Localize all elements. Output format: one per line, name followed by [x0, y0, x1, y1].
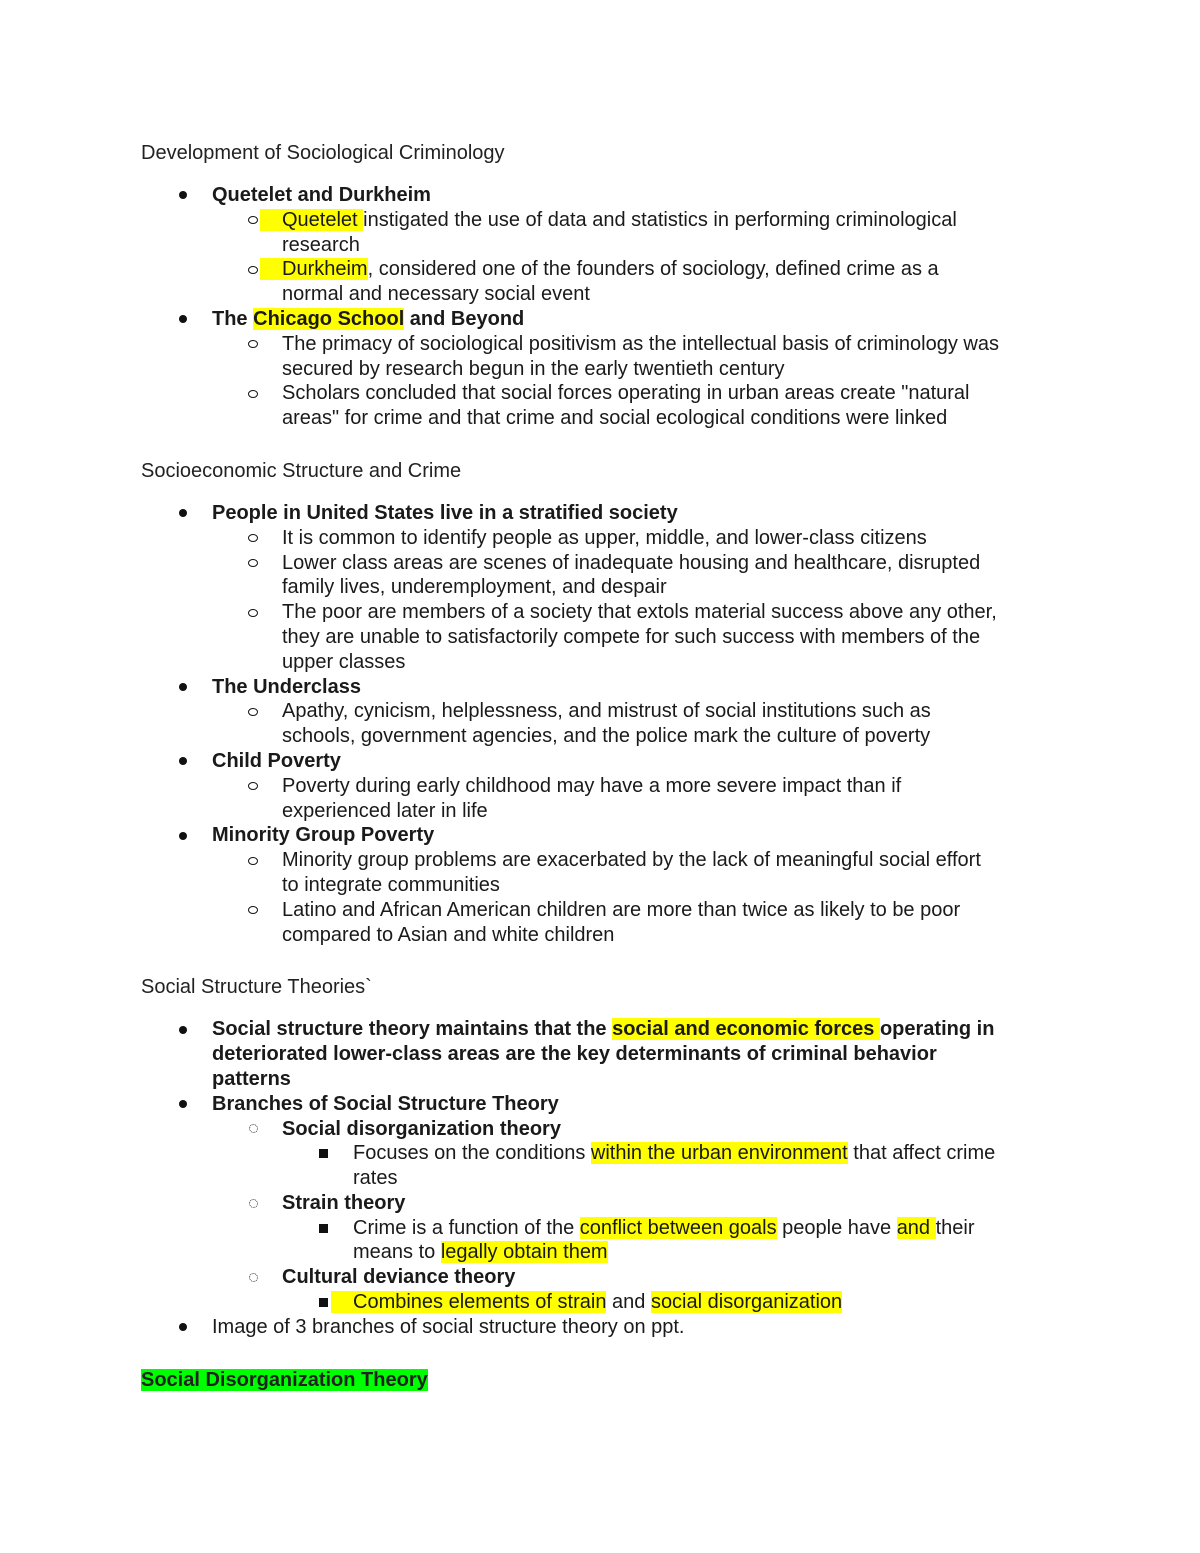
square-bullet-icon [316, 1216, 330, 1241]
list-item-level-2 [141, 208, 1081, 258]
list-item-level-2 [141, 381, 1081, 431]
text-segment: Socioeconomic Structure and Crime [141, 459, 462, 482]
bullet-icon [176, 1092, 190, 1117]
text-line [212, 749, 1081, 774]
bullet-icon [176, 183, 190, 208]
text-segment: The Underclass [212, 675, 361, 698]
dotted-circle-bullet-icon [246, 1265, 260, 1290]
circle-bullet-icon [246, 600, 260, 625]
text-line [282, 357, 1081, 382]
text-line [282, 1265, 1081, 1290]
text-segment: Scholars concluded that social forces operating in urban areas create "natural [282, 382, 970, 405]
text-segment: Social disorganization theory [282, 1117, 561, 1140]
text-segment: The [212, 307, 254, 330]
list-item-level-3 [141, 1290, 1081, 1315]
list-item-level-1 [141, 823, 1081, 848]
text-segment: deteriorated lower-class areas are the key determinants of criminal behavior [212, 1043, 937, 1066]
section [141, 458, 1081, 947]
circle-bullet-icon [246, 257, 260, 282]
text-line [282, 257, 1081, 282]
highlighted-text: Quetelet [260, 209, 363, 231]
text-line [282, 233, 1081, 258]
bullet-icon [176, 1315, 190, 1340]
text-line [282, 650, 1081, 675]
list-item-level-2 [141, 600, 1081, 674]
text-segment: means to [353, 1241, 441, 1264]
list-item-level-2 [141, 898, 1081, 948]
text-segment: Latino and African American children are more than twice as likely to be poor [282, 898, 961, 921]
section [141, 974, 1081, 1339]
circle-bullet-icon [246, 699, 260, 724]
text-line [282, 848, 1081, 873]
highlighted-text: Durkheim [260, 258, 368, 280]
text-segment: Child Poverty [212, 749, 341, 772]
list-item-level-2 [141, 774, 1081, 824]
text-line [282, 526, 1081, 551]
text-segment: they are unable to satisfactorily compete for such success with members of the [282, 625, 981, 648]
list-item-level-1 [141, 749, 1081, 774]
highlighted-text: within the urban environment [590, 1142, 848, 1165]
list-item-level-2 [141, 551, 1081, 601]
highlighted-text: conflict between goals [579, 1216, 777, 1239]
text-line [282, 208, 1081, 233]
highlighted-text: social disorganization [650, 1291, 843, 1314]
text-line [282, 699, 1081, 724]
list-item-level-3 [141, 1141, 1081, 1191]
text-segment: Cultural deviance theory [282, 1266, 516, 1289]
text-segment: and [606, 1291, 651, 1314]
bullet-icon [176, 501, 190, 526]
list-item-level-2 [141, 699, 1081, 749]
list-item-level-1 [141, 675, 1081, 700]
bullet-icon [176, 1017, 190, 1042]
text-line [282, 575, 1081, 600]
text-line [282, 381, 1081, 406]
circle-bullet-icon [246, 774, 260, 799]
list-item-level-2 [141, 526, 1081, 551]
circle-bullet-icon [246, 381, 260, 406]
text-segment: people have [776, 1216, 897, 1239]
text-line [282, 600, 1081, 625]
highlighted-text: Chicago School [253, 307, 405, 330]
text-segment: Social Structure Theories` [141, 976, 372, 999]
circle-bullet-icon [246, 848, 260, 873]
text-segment: research [282, 233, 360, 256]
text-line [212, 1042, 1081, 1067]
text-segment: Crime is a function of the [353, 1216, 580, 1239]
text-segment: operating in [879, 1018, 995, 1041]
text-segment: rates [353, 1167, 398, 1190]
text-segment: instigated the use of data and statistics in performing criminological [363, 208, 957, 231]
text-line [353, 1166, 1081, 1191]
section-heading [141, 458, 1081, 484]
square-bullet-icon [316, 1290, 330, 1315]
text-segment: , considered one of the founders of sociology, defined crime as a [367, 258, 939, 281]
text-line [282, 1117, 1081, 1142]
section [141, 1367, 1081, 1393]
list-item-level-2 [141, 257, 1081, 307]
section-heading [141, 974, 1081, 1000]
list-item-level-1 [141, 1315, 1081, 1340]
text-line [282, 1191, 1081, 1216]
list-item-level-2 [141, 332, 1081, 382]
square-bullet-icon [316, 1141, 330, 1166]
text-line [212, 1092, 1081, 1117]
text-line [282, 873, 1081, 898]
text-segment: compared to Asian and white children [282, 923, 615, 946]
list-item-level-1 [141, 1017, 1081, 1091]
text-segment: Social structure theory maintains that the [212, 1018, 613, 1041]
text-segment: It is common to identify people as upper, middle, and lower-class citizens [282, 526, 927, 549]
text-segment: Branches of Social Structure Theory [212, 1092, 559, 1115]
bullet-icon [176, 749, 190, 774]
section-heading [141, 140, 1081, 166]
highlighted-text: Combines elements of strain [331, 1291, 606, 1313]
text-segment: Lower class areas are scenes of inadequate housing and healthcare, disrupted [282, 551, 981, 574]
circle-bullet-icon [246, 332, 260, 357]
list-item-level-2 [141, 1191, 1081, 1216]
list-item-level-1 [141, 183, 1081, 208]
text-segment: People in United States live in a stratified society [212, 501, 678, 524]
text-line [353, 1290, 1081, 1315]
text-line [353, 1240, 1081, 1265]
text-segment: schools, government agencies, and the police mark the culture of poverty [282, 725, 931, 748]
text-line [353, 1216, 1081, 1241]
circle-bullet-icon [246, 551, 260, 576]
text-line [282, 799, 1081, 824]
text-segment: Quetelet and Durkheim [212, 184, 431, 206]
text-line [212, 675, 1081, 700]
text-segment: Strain theory [282, 1191, 406, 1214]
text-segment: to integrate communities [282, 873, 500, 896]
dotted-circle-bullet-icon [246, 1117, 260, 1142]
text-line [212, 183, 1081, 208]
text-segment: patterns [212, 1067, 291, 1090]
text-segment: and Beyond [404, 307, 525, 330]
list-item-level-2 [141, 1265, 1081, 1290]
text-segment: areas" for crime and that crime and social ecological conditions were linked [282, 407, 948, 430]
bullet-icon [176, 823, 190, 848]
list-item-level-1 [141, 307, 1081, 332]
highlighted-text: and [896, 1216, 936, 1239]
bullet-icon [176, 307, 190, 332]
section [141, 140, 1081, 431]
highlighted-text: legally obtain them [440, 1241, 608, 1264]
text-line [212, 1017, 1081, 1042]
highlighted-text-green: Social Disorganization Theory [141, 1368, 428, 1391]
text-segment: secured by research begun in the early twentieth century [282, 357, 785, 380]
text-segment: Development of Sociological Criminology [141, 142, 505, 164]
text-segment: The primacy of sociological positivism as the intellectual basis of criminology was [282, 332, 999, 355]
circle-bullet-icon [246, 898, 260, 923]
text-line [212, 307, 1081, 332]
text-line [282, 282, 1081, 307]
text-segment: Poverty during early childhood may have a more severe impact than if [282, 774, 902, 797]
text-segment: that affect crime [847, 1142, 996, 1165]
text-segment: Focuses on the conditions [353, 1142, 591, 1165]
text-line [282, 898, 1081, 923]
list-item-level-1 [141, 1092, 1081, 1117]
text-line [212, 1067, 1081, 1092]
dotted-circle-bullet-icon [246, 1191, 260, 1216]
text-line [282, 625, 1081, 650]
text-segment: Minority group problems are exacerbated by the lack of meaningful social effort [282, 849, 981, 872]
text-line [212, 501, 1081, 526]
text-segment: upper classes [282, 650, 406, 673]
text-line [353, 1141, 1081, 1166]
text-segment: normal and necessary social event [282, 283, 590, 306]
highlighted-text: social and economic forces [612, 1018, 880, 1041]
list-item-level-2 [141, 848, 1081, 898]
text-segment: their [935, 1216, 975, 1239]
circle-bullet-icon [246, 208, 260, 233]
text-line [282, 332, 1081, 357]
list-item-level-2 [141, 1117, 1081, 1142]
text-line [282, 774, 1081, 799]
text-segment: Minority Group Poverty [212, 824, 435, 847]
section-heading [141, 1367, 1081, 1393]
text-segment: The poor are members of a society that extols material success above any other, [282, 601, 997, 624]
text-line [282, 551, 1081, 576]
text-line [282, 923, 1081, 948]
list-item-level-1 [141, 501, 1081, 526]
text-segment: experienced later in life [282, 799, 488, 822]
text-segment: Image of 3 branches of social structure theory on ppt. [212, 1315, 685, 1338]
document-body [141, 140, 1081, 1420]
text-segment: family lives, underemployment, and despair [282, 576, 667, 599]
text-line [212, 1315, 1081, 1340]
bullet-icon [176, 675, 190, 700]
text-line [282, 724, 1081, 749]
text-line [282, 406, 1081, 431]
text-segment: Apathy, cynicism, helplessness, and mistrust of social institutions such as [282, 700, 931, 723]
text-line [212, 823, 1081, 848]
list-item-level-3 [141, 1216, 1081, 1266]
circle-bullet-icon [246, 526, 260, 551]
